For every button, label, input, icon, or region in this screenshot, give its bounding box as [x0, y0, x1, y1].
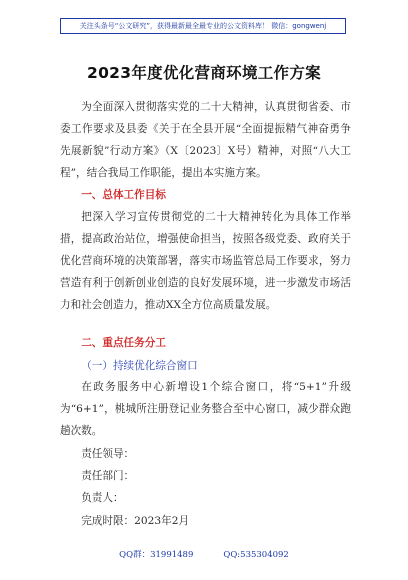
person-in-charge-field: 负责人：: [81, 492, 124, 504]
deadline-field: 完成时限：2023年2月: [81, 515, 190, 527]
section-heading-goals: 一、总体工作目标: [81, 189, 166, 201]
qq-group-text[interactable]: QQ群：31991489: [119, 550, 194, 560]
promo-banner[interactable]: 关注头条号“公文研究”，获得最新最全最专业的公文资料库！ 微信：gongwenj: [60, 18, 346, 34]
document-title: 2023年度优化营商环境工作方案: [87, 64, 321, 82]
section-heading-tasks: 二、重点任务分工: [81, 337, 166, 349]
responsible-department-field: 责任部门：: [81, 470, 135, 482]
subsection-heading-window: （一）持续优化综合窗口: [81, 360, 198, 372]
intro-paragraph: 为全面深入贯彻落实党的二十大精神，认真贯彻省委、市委工作要求及县委《关于在全县开展“全面提振精气神奋勇争先展新貌”行动方案》（X〔2023〕X号）精神，对照“八大工程”，结合我局工作职能，提出本实施方案。: [60, 101, 351, 179]
qq-contact-text[interactable]: QQ:535304092: [223, 550, 289, 560]
goals-paragraph: 把深入学习宣传贯彻党的二十大精神转化为具体工作举措，提高政治站位，增强使命担当，按照各级党委、政府关于优化营商环境的决策部署，落实市场监管总局工作要求，努力营造有利于创新创业创造的良好发展环境，进一步激发市场活力和社会创造力，推动XX全方位高质量发展。: [60, 211, 351, 311]
responsible-leader-field: 责任领导：: [81, 448, 135, 460]
window-paragraph: 在政务服务中心新增设1个综合窗口，将“5+1”升级为“6+1”，桃城所注册登记业务整合至中心窗口，减少群众跑趟次数。: [60, 381, 351, 437]
page-footer: [0, 549, 408, 561]
